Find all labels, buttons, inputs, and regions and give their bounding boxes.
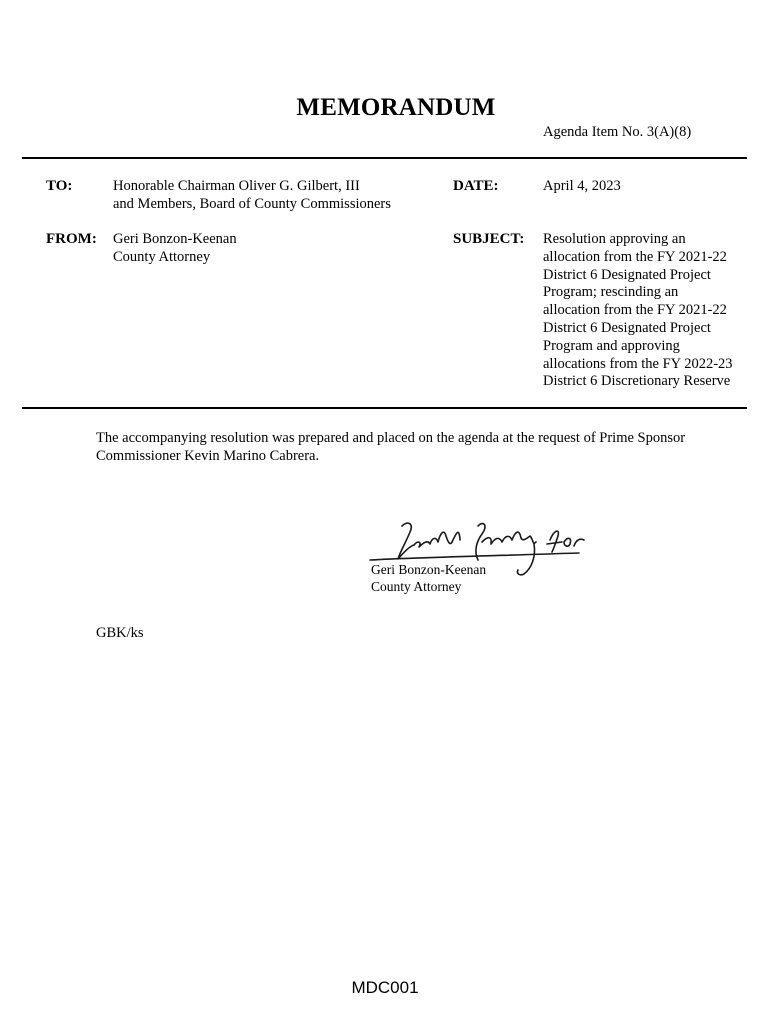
body-line: Commissioner Kevin Marino Cabrera.: [96, 448, 320, 464]
subject-label: SUBJECT:: [453, 231, 525, 247]
subject-line: Resolution approving an: [543, 231, 686, 247]
signatory-block: [371, 561, 486, 595]
from-label: FROM:: [46, 231, 97, 247]
memo-title: MEMORANDUM: [296, 94, 496, 121]
signatory-name: Geri Bonzon-Keenan: [371, 562, 487, 577]
body-line: The accompanying resolution was prepared and placed on the agenda at the request of Prime Sponsor: [96, 430, 686, 446]
date-label: DATE:: [453, 178, 499, 194]
agenda-item-number: Agenda Item No. 3(A)(8): [543, 124, 692, 140]
typist-initials: GBK/ks: [96, 625, 144, 641]
to-line: Honorable Chairman Oliver G. Gilbert, III: [113, 178, 360, 194]
subject-text: [543, 231, 733, 391]
subject-line: allocations from the FY 2022-23: [543, 355, 733, 372]
signatory-title: County Attorney: [371, 579, 462, 594]
to-recipient: [113, 178, 391, 214]
subject-line: District 6 Designated Project: [543, 319, 711, 336]
subject-line: Program; rescinding an: [543, 284, 679, 301]
subject-line: Program and approving: [543, 337, 680, 354]
subject-line: District 6 Designated Project: [543, 266, 711, 283]
from-sender: [113, 231, 237, 267]
document-code: MDC001: [351, 978, 419, 997]
header-top-rule: [22, 157, 747, 159]
header-bottom-rule: [22, 407, 747, 409]
subject-line: allocation from the FY 2021-22: [543, 248, 727, 265]
memo-body: [96, 429, 736, 465]
from-line: Geri Bonzon-Keenan: [113, 231, 237, 247]
from-line: County Attorney: [113, 248, 211, 265]
date-value: April 4, 2023: [543, 178, 621, 194]
to-label: TO:: [46, 178, 73, 194]
subject-line: District 6 Discretionary Reserve: [543, 373, 731, 390]
to-line: and Members, Board of County Commissioners: [113, 195, 391, 212]
subject-line: allocation from the FY 2021-22: [543, 302, 727, 319]
